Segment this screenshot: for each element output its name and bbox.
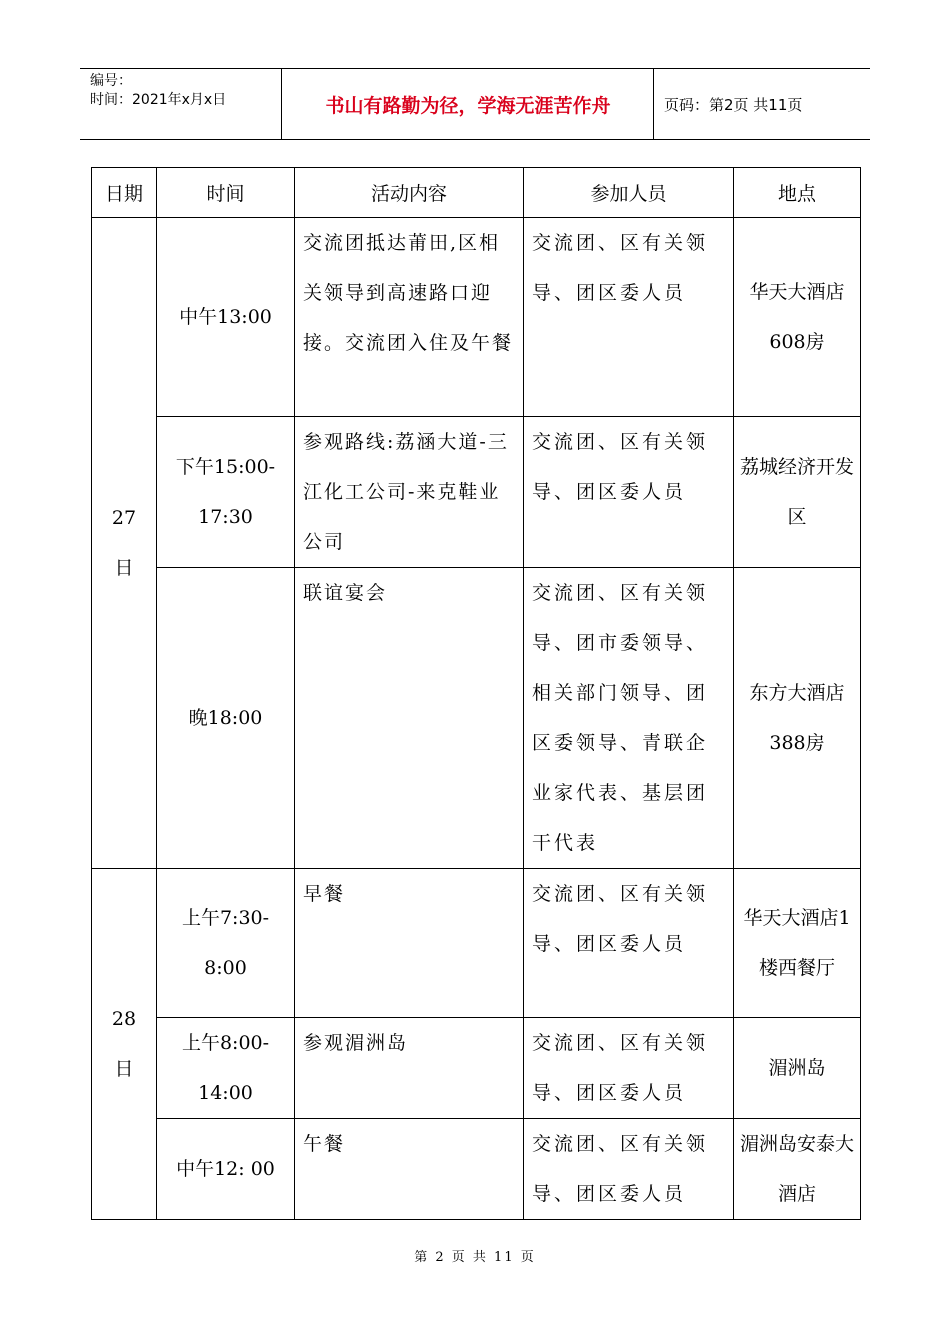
time-label: 时间：2021年x月x日 xyxy=(90,92,227,108)
people-cell: 交流团、区有关领导、团区委人员 xyxy=(524,1119,734,1220)
table-row xyxy=(92,1018,861,1119)
activity-cell: 午餐 xyxy=(295,1119,524,1220)
table-header-row xyxy=(92,168,861,218)
date-cell: 27日 xyxy=(92,218,157,869)
header-date: 日期 xyxy=(92,168,157,218)
time-cell: 中午12: 00 xyxy=(157,1119,295,1220)
people-cell: 交流团、区有关领导、团区委人员 xyxy=(524,417,734,568)
table-row xyxy=(92,1119,861,1220)
people-cell: 交流团、区有关领导、团区委人员 xyxy=(524,1018,734,1119)
location-cell: 华天大酒店608房 xyxy=(734,218,861,417)
schedule-table xyxy=(91,167,861,1220)
header-people: 参加人员 xyxy=(524,168,734,218)
location-cell: 湄洲岛安泰大酒店 xyxy=(734,1119,861,1220)
activity-cell: 参观湄洲岛 xyxy=(295,1018,524,1119)
header-location: 地点 xyxy=(734,168,861,218)
people-cell: 交流团、区有关领导、团区委人员 xyxy=(524,218,734,417)
location-cell: 荔城经济开发区 xyxy=(734,417,861,568)
header-time: 时间 xyxy=(157,168,295,218)
activity-cell: 参观路线:荔涵大道-三江化工公司-来克鞋业公司 xyxy=(295,417,524,568)
number-label: 编号： xyxy=(90,73,132,89)
time-cell: 下午15:00-17:30 xyxy=(157,417,295,568)
table-row xyxy=(92,417,861,568)
activity-cell: 联谊宴会 xyxy=(295,568,524,869)
table-row xyxy=(92,568,861,869)
header-page-code: 页码：第2页 共11页 xyxy=(664,95,803,114)
people-cell: 交流团、区有关领导、团市委领导、相关部门领导、团区委领导、青联企业家代表、基层团干代表 xyxy=(524,568,734,869)
table-row xyxy=(92,218,861,417)
table-row xyxy=(92,869,861,1018)
time-cell: 中午13:00 xyxy=(157,218,295,417)
activity-cell: 交流团抵达莆田,区相关领导到高速路口迎接。交流团入住及午餐 xyxy=(295,218,524,417)
activity-cell: 早餐 xyxy=(295,869,524,1018)
time-cell: 晚18:00 xyxy=(157,568,295,869)
people-cell: 交流团、区有关领导、团区委人员 xyxy=(524,869,734,1018)
page-footer: 第 2 页 共 11 页 xyxy=(414,1250,536,1265)
page-header xyxy=(80,68,870,140)
location-cell: 湄洲岛 xyxy=(734,1018,861,1119)
header-meta xyxy=(80,69,282,139)
time-cell: 上午7:30-8:00 xyxy=(157,869,295,1018)
location-cell: 东方大酒店388房 xyxy=(734,568,861,869)
header-motto: 书山有路勤为径，学海无涯苦作舟 xyxy=(283,69,654,139)
date-cell: 28日 xyxy=(92,869,157,1220)
header-activity: 活动内容 xyxy=(295,168,524,218)
location-cell: 华天大酒店1楼西餐厅 xyxy=(734,869,861,1018)
time-cell: 上午8:00-14:00 xyxy=(157,1018,295,1119)
